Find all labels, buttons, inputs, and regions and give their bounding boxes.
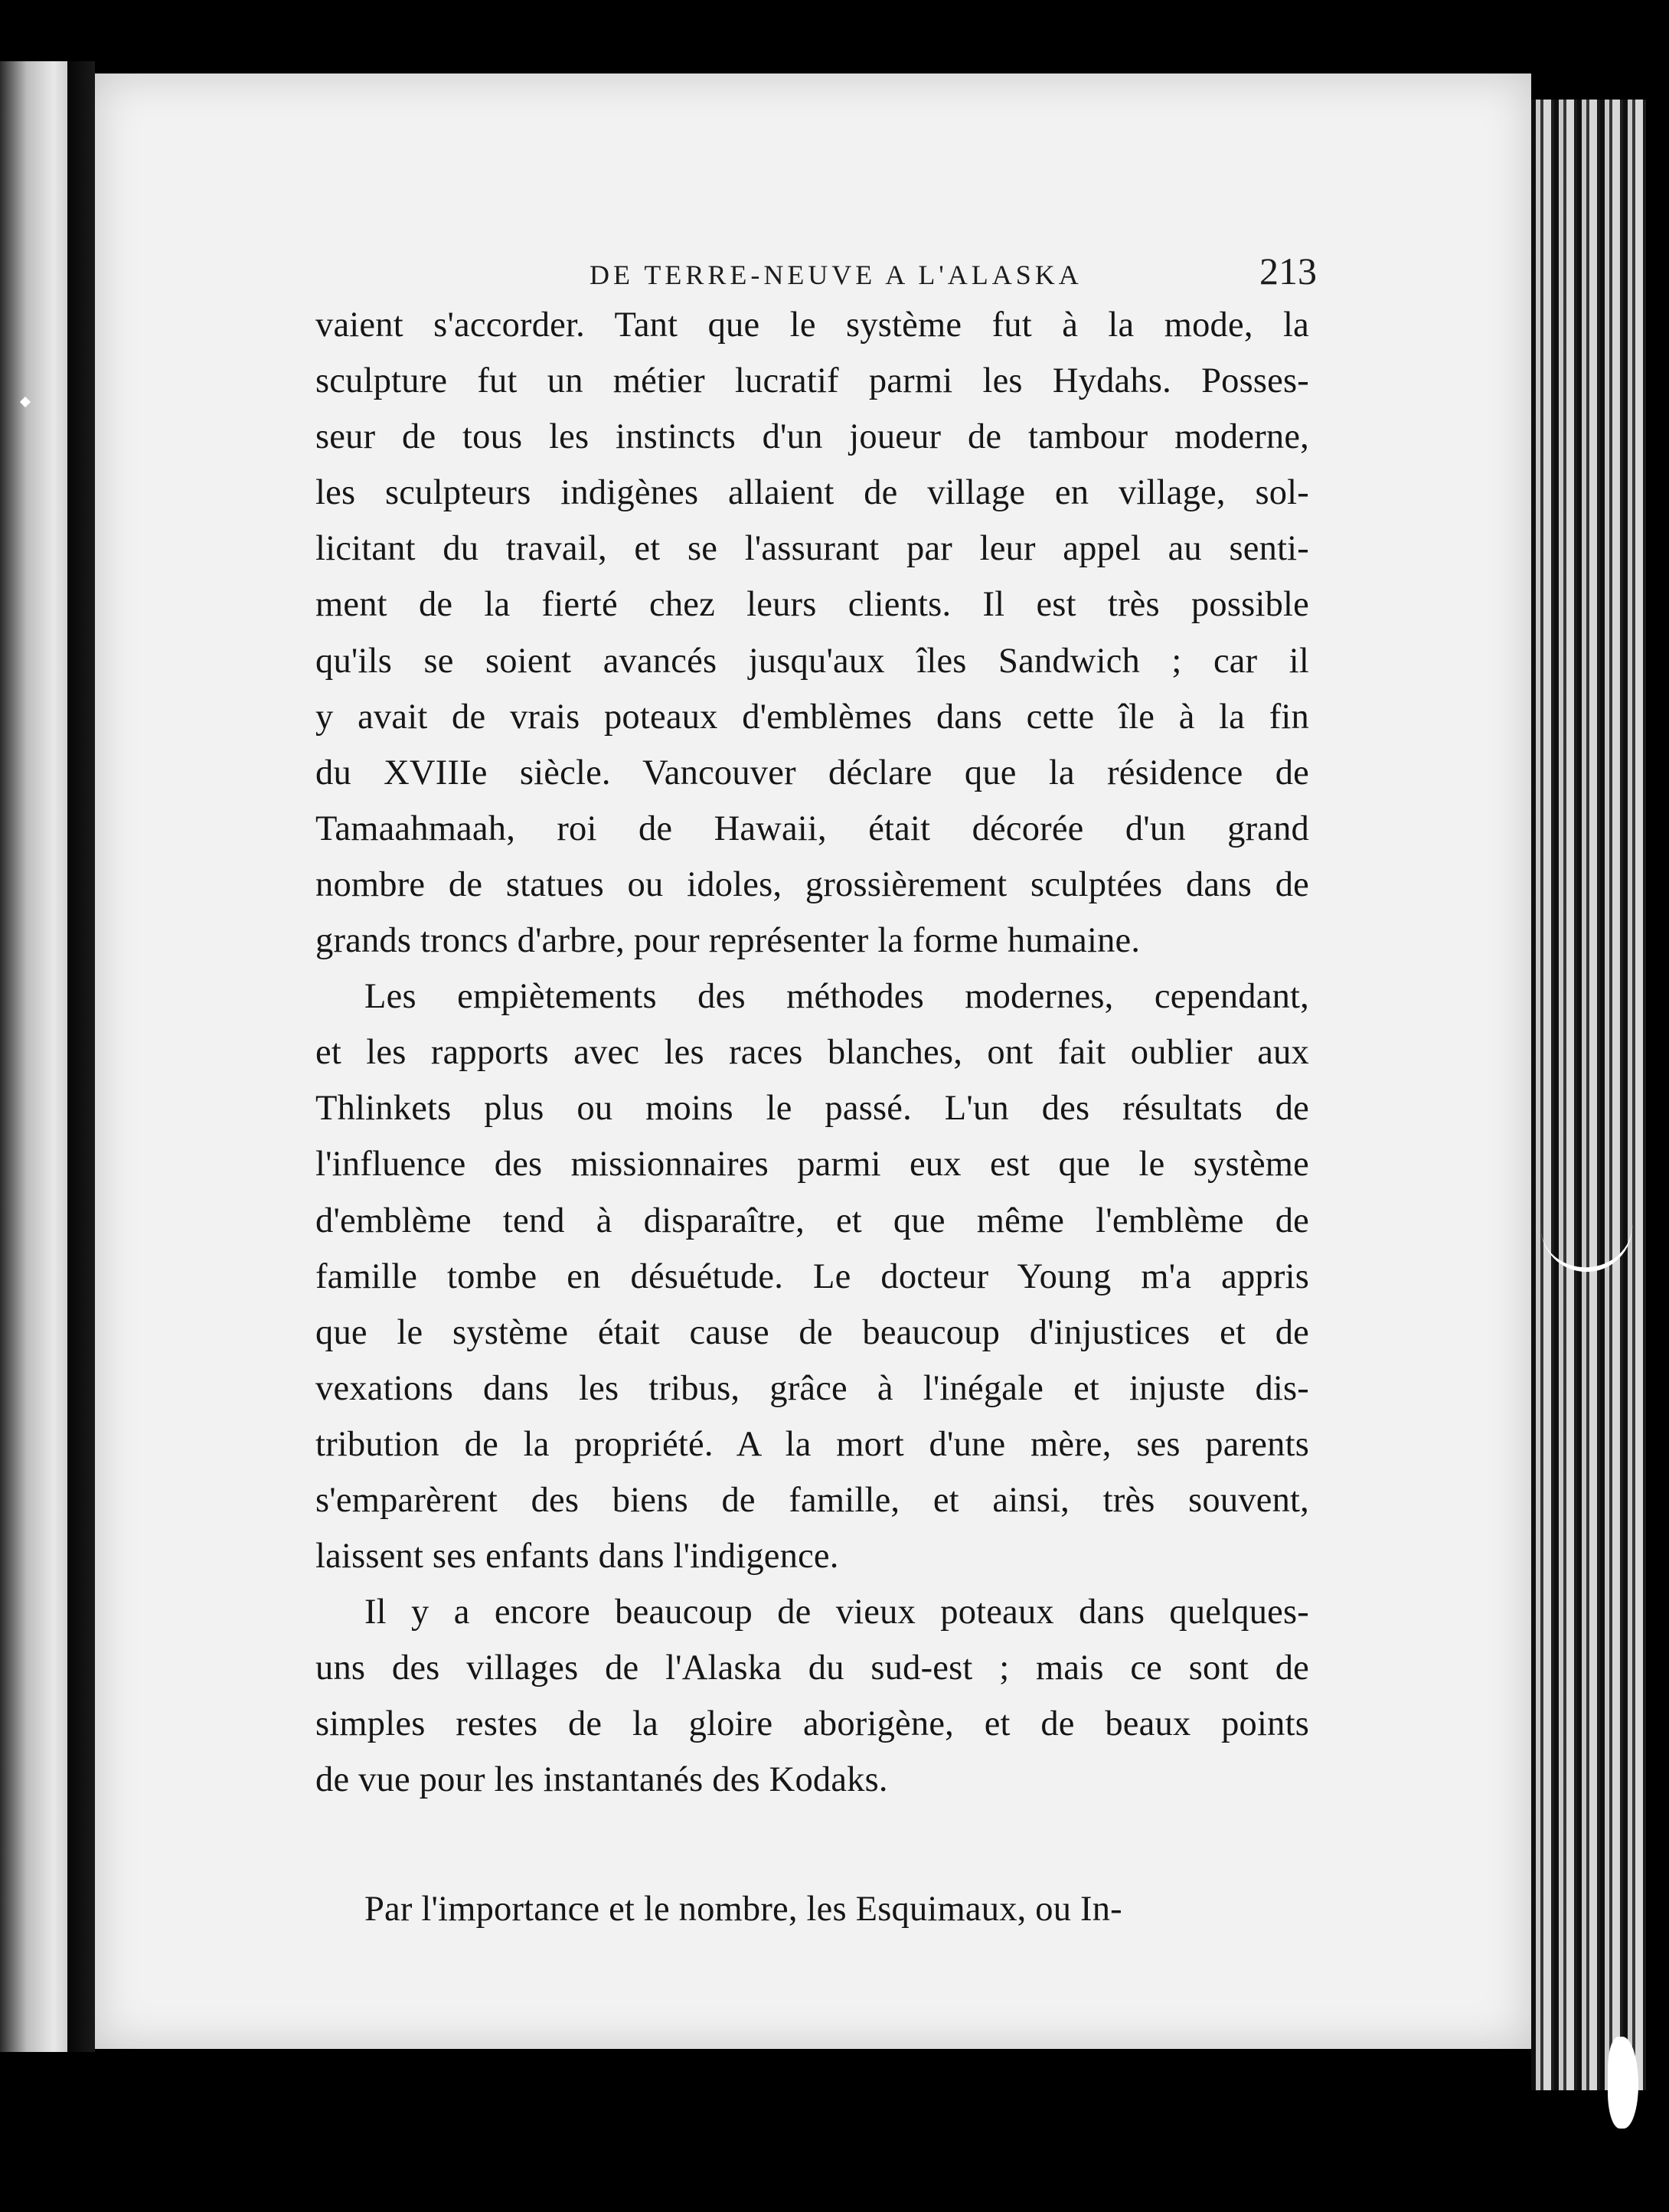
text-line: Tamaahmaah, roi de Hawaii, était décorée d'un grand (315, 809, 1309, 848)
text-line: licitant du travail, et se l'assurant par leur appel au senti- (315, 529, 1309, 569)
text-line: s'emparèrent des biens de famille, et ainsi, très souvent, (315, 1480, 1309, 1520)
text-line: nombre de statues ou idoles, grossièrement sculptées dans de (315, 864, 1309, 904)
text-line: les sculpteurs indigènes allaient de village en village, sol- (315, 473, 1309, 513)
paragraph-gap (315, 1808, 1309, 1881)
book-gutter (67, 61, 95, 2052)
paragraph (315, 1881, 1309, 1937)
text-line: vexations dans les tribus, grâce à l'inégale et injuste dis- (315, 1368, 1309, 1408)
text-line: y avait de vrais poteaux d'emblèmes dans cette île à la fin (315, 697, 1309, 737)
text-line: sculpture fut un métier lucratif parmi les Hydahs. Posses- (315, 361, 1309, 401)
text-line: seur de tous les instincts d'un joueur de tambour moderne, (315, 417, 1309, 457)
page-stack-edge (1531, 100, 1646, 2090)
text-line: et les rapports avec les races blanches, ont fait oublier aux (315, 1033, 1309, 1073)
text-line: Il y a encore beaucoup de vieux poteaux dans quelques- (364, 1593, 1309, 1632)
page-header (590, 249, 1317, 293)
paragraph (315, 1584, 1309, 1808)
text-line: grands troncs d'arbre, pour représenter la forme humaine. (315, 921, 1141, 961)
page-number: 213 (1259, 250, 1317, 292)
text-line: ment de la fierté chez leurs clients. Il est très possible (315, 585, 1309, 625)
text-line: vaient s'accorder. Tant que le système fut à la mode, la (315, 305, 1309, 345)
text-line: Les empiètements des méthodes modernes, cependant, (364, 977, 1309, 1017)
text-line: Thlinkets plus ou moins le passé. L'un des résultats de (315, 1089, 1309, 1129)
running-head: DE TERRE-NEUVE A L'ALASKA (590, 260, 1083, 290)
text-line: de vue pour les instantanés des Kodaks. (315, 1760, 888, 1800)
text-line: famille tombe en désuétude. Le docteur Young m'a appris (315, 1256, 1309, 1296)
text-line: laissent ses enfants dans l'indigence. (315, 1537, 839, 1576)
text-line: tribution de la propriété. A la mort d'une mère, ses parents (315, 1424, 1309, 1464)
text-line: d'emblème tend à disparaître, et que même l'emblème de (315, 1201, 1309, 1240)
text-line: du XVIIIe siècle. Vancouver déclare que la résidence de (315, 753, 1309, 792)
text-line: l'influence des missionnaires parmi eux est que le système (315, 1145, 1309, 1184)
page-edge-blot (1608, 2037, 1638, 2129)
text-line: Par l'importance et le nombre, les Esquimaux, ou In- (364, 1889, 1122, 1929)
text-line: uns des villages de l'Alaska du sud-est ; mais ce sont de (315, 1648, 1309, 1688)
text-line: qu'ils se soient avancés jusqu'aux îles Sandwich ; car il (315, 641, 1309, 681)
body-text (315, 297, 1309, 1937)
text-line: que le système était cause de beaucoup d'injustices et de (315, 1312, 1309, 1352)
left-page-edge (0, 61, 67, 2052)
paragraph (315, 969, 1309, 1584)
text-line: simples restes de la gloire aborigène, et de beaux points (315, 1704, 1309, 1744)
paragraph (315, 297, 1309, 969)
